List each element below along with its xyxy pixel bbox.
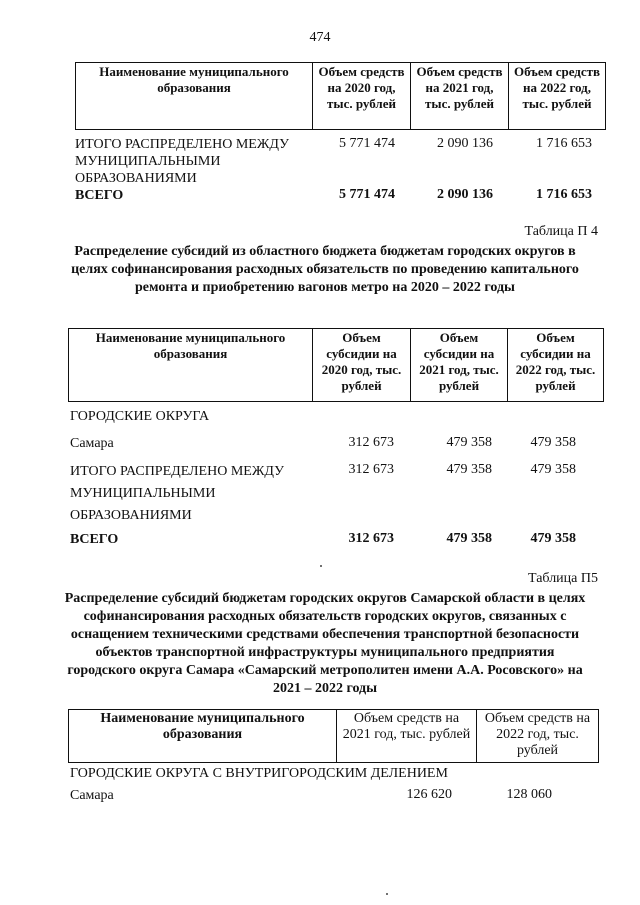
table2-caption: Таблица П 4 xyxy=(524,224,598,239)
table2-row-grand-total-2022: 479 358 xyxy=(530,531,576,546)
table3-row-samara-2021: 126 620 xyxy=(406,787,452,802)
table3-header-2021: Объем средств на 2021 год, тыс. рублей xyxy=(337,710,477,763)
table1-header-2021: Объем средств на 2021 год, тыс. рублей xyxy=(411,63,509,130)
table2-header-2020: Объем субсидии на 2020 год, тыс. рублей xyxy=(313,329,411,402)
table1-row-total-distributed-2020: 5 771 474 xyxy=(339,136,395,151)
table2-row-samara: Самара xyxy=(70,436,114,451)
table1-header-2022: Объем средств на 2022 год, тыс. рублей xyxy=(509,63,606,130)
table2-row-grand-total-2021: 479 358 xyxy=(446,531,492,546)
table1-header xyxy=(75,62,606,130)
table3-header-name: Наименование муниципального образования xyxy=(69,710,337,763)
scan-speck xyxy=(320,565,322,567)
table2-row-samara-2022: 479 358 xyxy=(530,435,576,450)
table1-header-2020: Объем средств на 2020 год, тыс. рублей xyxy=(313,63,411,130)
table1-row-grand-total: ВСЕГО xyxy=(75,188,124,203)
table2-row-total-distributed-2022: 479 358 xyxy=(530,462,576,477)
table2-header-2021: Объем субсидии на 2021 год, тыс. рублей xyxy=(411,329,508,402)
table1-row-grand-total-2020: 5 771 474 xyxy=(339,187,395,202)
table2-header xyxy=(68,328,604,402)
table2-title: Распределение субсидий из областного бюджета бюджетам городских округов в целях софинансирования расходных обязательств по проведению капитального ремонта и приобретению вагонов метро на 2020 – 2022 годы xyxy=(71,244,579,295)
table1-row-total-distributed-2022: 1 716 653 xyxy=(536,136,592,151)
table1-row-total-distributed-2021: 2 090 136 xyxy=(437,136,493,151)
table1-header-name: Наименование муниципального образования xyxy=(76,63,313,130)
table3-row-samara-2022: 128 060 xyxy=(506,787,552,802)
table3-caption: Таблица П5 xyxy=(528,571,598,586)
table3-row-samara: Самара xyxy=(70,788,114,803)
table2-row-total-distributed-2021: 479 358 xyxy=(446,462,492,477)
table2-row-total-distributed: ИТОГО РАСПРЕДЕЛЕНО МЕЖДУ МУНИЦИПАЛЬНЫМИ ОБРАЗОВАНИЯМИ xyxy=(70,464,284,523)
table1-row-grand-total-2021: 2 090 136 xyxy=(437,187,493,202)
table2-row-total-distributed-2020: 312 673 xyxy=(348,462,394,477)
table2-row-grand-total: ВСЕГО xyxy=(70,532,119,547)
table2-header-name: Наименование муниципального образования xyxy=(69,329,313,402)
table2-header-2022: Объем субсидии на 2022 год, тыс. рублей xyxy=(508,329,604,402)
scan-speck-bottom xyxy=(386,893,388,895)
table1-row-grand-total-2022: 1 716 653 xyxy=(536,187,592,202)
table3-header-2022: Объем средств на 2022 год, тыс. рублей xyxy=(477,710,599,763)
table1-row-total-distributed: ИТОГО РАСПРЕДЕЛЕНО МЕЖДУ МУНИЦИПАЛЬНЫМИ ОБРАЗОВАНИЯМИ xyxy=(75,137,289,186)
table2-section-heading: ГОРОДСКИЕ ОКРУГА xyxy=(70,409,210,424)
page-number: 474 xyxy=(309,30,331,45)
table2-row-samara-2020: 312 673 xyxy=(348,435,394,450)
table2-row-samara-2021: 479 358 xyxy=(446,435,492,450)
table3-header xyxy=(68,709,599,763)
table3-section-heading: ГОРОДСКИЕ ОКРУГА С ВНУТРИГОРОДСКИМ ДЕЛЕНИЕМ xyxy=(70,766,448,781)
table2-row-grand-total-2020: 312 673 xyxy=(348,531,394,546)
table3-title: Распределение субсидий бюджетам городских округов Самарской области в целях софинансирования расходных обязательств городских округов, связанных с оснащением техническими средствами обеспечения транспортной безопасности объектов транспортной инфраструктуры муниципального предприятия городского округа Самара «Самарский метрополитен имени А.А. Росовского» на 2021 – 2022 годы xyxy=(64,591,586,696)
